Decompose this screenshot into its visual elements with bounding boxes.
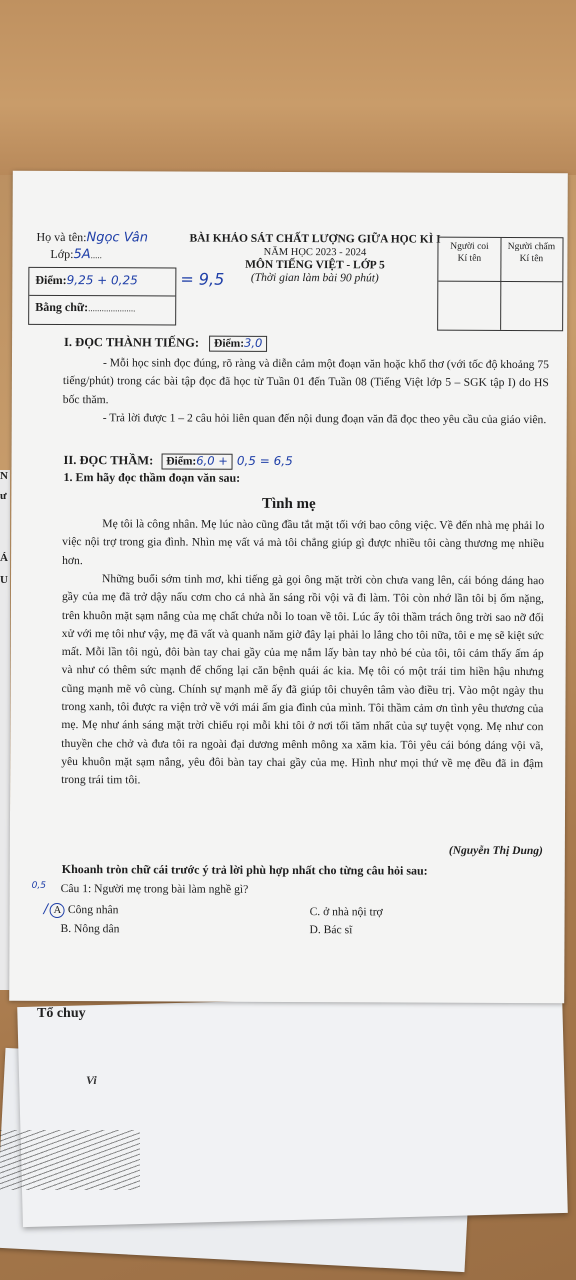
score-label: Điểm: bbox=[35, 272, 67, 288]
score-total: = 9,5 bbox=[180, 269, 225, 289]
strip-char: Á bbox=[0, 552, 8, 564]
exam-paper bbox=[9, 171, 568, 1003]
name-label: Họ và tên: bbox=[36, 229, 87, 245]
section2-score-value: 6,0 + bbox=[196, 453, 228, 468]
under-paper-lines bbox=[0, 1130, 140, 1190]
under-paper-text: Vi bbox=[86, 1073, 97, 1087]
section2-score-label: Điểm: bbox=[166, 455, 197, 468]
q1-option-a-circle: A bbox=[50, 903, 65, 918]
questions-instruction: Khoanh tròn chữ cái trước ý trả lời phù hợp nhất cho từng câu hỏi sau: bbox=[61, 862, 428, 878]
sig-col1-title: Người coi bbox=[450, 241, 489, 252]
q1-text: Câu 1: Người mẹ trong bài làm nghề gì? bbox=[60, 882, 249, 896]
score-box bbox=[28, 267, 176, 326]
words-row: Bằng chữ:..................... bbox=[35, 299, 136, 315]
sig-col2-header bbox=[500, 241, 562, 265]
story-title: Tình mẹ bbox=[261, 495, 316, 513]
q1-option-b: B. Nông dân bbox=[60, 922, 120, 936]
section2-heading bbox=[64, 451, 293, 470]
section2-title: II. ĐỌC THẦM: bbox=[63, 453, 154, 468]
sig-col2-title: Người chấm bbox=[507, 241, 556, 253]
strip-char: N bbox=[0, 470, 8, 482]
table-surface bbox=[0, 0, 576, 175]
class-row: Lớp:5A..... bbox=[50, 246, 102, 263]
exam-time: (Thời gian làm bài 90 phút) bbox=[250, 271, 379, 285]
exam-title: BÀI KHẢO SÁT CHẤT LƯỢNG GIỮA HỌC KÌ I bbox=[189, 232, 441, 246]
section1-para1: - Mỗi học sinh đọc đúng, rõ ràng và diễn cảm một đoạn văn hoặc khổ thơ (với tốc độ khoảng 75 tiếng/phút) trong các bài tập đọc đã học từ Tuần 01 đến Tuần 08 (Tiếng Việt lớp 5 – SGK tập I) do HS bốc thăm. bbox=[62, 356, 550, 406]
exam-year: NĂM HỌC 2023 - 2024 bbox=[263, 246, 367, 259]
sig-col1-header bbox=[438, 241, 500, 265]
divider bbox=[29, 295, 175, 297]
exam-subject: MÔN TIẾNG VIỆT - LỚP 5 bbox=[245, 258, 385, 272]
name-row bbox=[36, 230, 148, 245]
sig-col2-sub: Kí tên bbox=[519, 254, 544, 265]
signature-table bbox=[437, 237, 563, 332]
score-value: 9,25 + 0,25 bbox=[66, 273, 138, 288]
strip-char: ư bbox=[0, 490, 7, 502]
section2-score-extra: 0,5 = 6,5 bbox=[236, 453, 293, 469]
score-row bbox=[35, 273, 138, 288]
left-paper-strip bbox=[0, 470, 10, 990]
section1-title: I. ĐỌC THÀNH TIẾNG: bbox=[64, 335, 200, 350]
strip-char: U bbox=[0, 574, 8, 586]
story-author: (Nguyễn Thị Dung) bbox=[448, 844, 543, 858]
section1-score-box bbox=[209, 336, 267, 352]
q1-option-c: C. ở nhà nội trợ bbox=[309, 905, 383, 919]
name-value: Ngọc Vân bbox=[86, 230, 149, 246]
words-label: Bằng chữ: bbox=[35, 299, 89, 315]
class-label: Lớp: bbox=[50, 246, 74, 262]
section2-score-box bbox=[161, 453, 233, 469]
under-paper-heading: Tổ chuy bbox=[37, 1006, 86, 1021]
story-para1: Mẹ tôi là công nhân. Mẹ lúc nào cũng đầu tắt mặt tối với bao công việc. Về đến nhà mẹ phải lo việc nội trợ trong gia đình. Nhìn mẹ vất vả mà tôi chẳng giúp gì được nhiều tôi càng thương mẹ nhiều hơn. bbox=[62, 517, 545, 567]
under-paper-1 bbox=[17, 993, 568, 1227]
section1-score-value: 3,0 bbox=[244, 335, 263, 350]
section1-para2: - Trả lời được 1 – 2 câu hỏi liên quan đến nội dung đoạn văn đã đọc theo yêu cầu của giáo viên. bbox=[102, 411, 547, 427]
section1-score-label: Điểm: bbox=[214, 337, 245, 350]
sig-col1-sub: Kí tên bbox=[457, 253, 482, 264]
section2-instruction: 1. Em hãy đọc thầm đoạn văn sau: bbox=[63, 470, 241, 485]
exam-header bbox=[182, 233, 447, 286]
story-para2: Những buổi sớm tinh mơ, khi tiếng gà gọi ông mặt trời còn chưa vang lên, cái bóng dáng hao gầy của mẹ đã trở dậy nấu cơm cho cả nhà ăn sáng rồi vội vã đi làm. Tôi còn nhớ lần tôi bị ốm nặng, trên khuôn mặt sạm nắng của mẹ chất chứa nỗi lo toan về tôi. Lúc ấy tôi thầm trách ông trời sao nỡ đối xử với mẹ tôi như vậy, mẹ đã vất và quanh năm giờ đây lại phải lo lắng cho tôi nữa, tôi e mẹ sẽ kiệt sức mất. Mỗi lần tôi ngủ, đôi bàn tay chai gầy của mẹ nắm lấy bàn tay nhỏ bé của tôi, tôi cảm thấy ấm áp và như có thêm sức mạnh để chống lại căn bệnh quái ác kia. Mẹ tôi có một trái tim hiền hậu nhưng cũng mạnh mẽ vô cùng. Chính sự mạnh mẽ ấy đã giúp tôi chuyên tâm vào điều trị. Vào một ngày thu trong xanh, tôi được ra viện trở về với mái ấm gia đình của mình. Tôi thầm cảm ơn tình yêu thương của mẹ. Mẹ như ánh sáng mặt trời chiếu rọi mỗi khi tôi ở nơi tối tăm nhất của sự tuyệt vọng. Mẹ như con thuyền che chở và đưa tôi ra ngoài đại dương mênh mông xa xăm kia. Tôi yêu cái bóng dáng vội vã, yêu khuôn mặt sạm nắng, yêu đôi bàn tay chai gầy của mẹ. Hình như mọi thứ về mẹ đều đã in đậm trong trái tim tôi. bbox=[61, 572, 545, 787]
q1-option-a-text: Công nhân bbox=[67, 903, 119, 917]
q1-mark: 0,5 bbox=[31, 880, 47, 891]
q1-option-d: D. Bác sĩ bbox=[309, 923, 353, 937]
section1-heading bbox=[64, 333, 267, 352]
q1-option-a: / A Công nhân bbox=[43, 901, 119, 917]
class-value: 5A bbox=[73, 247, 91, 263]
